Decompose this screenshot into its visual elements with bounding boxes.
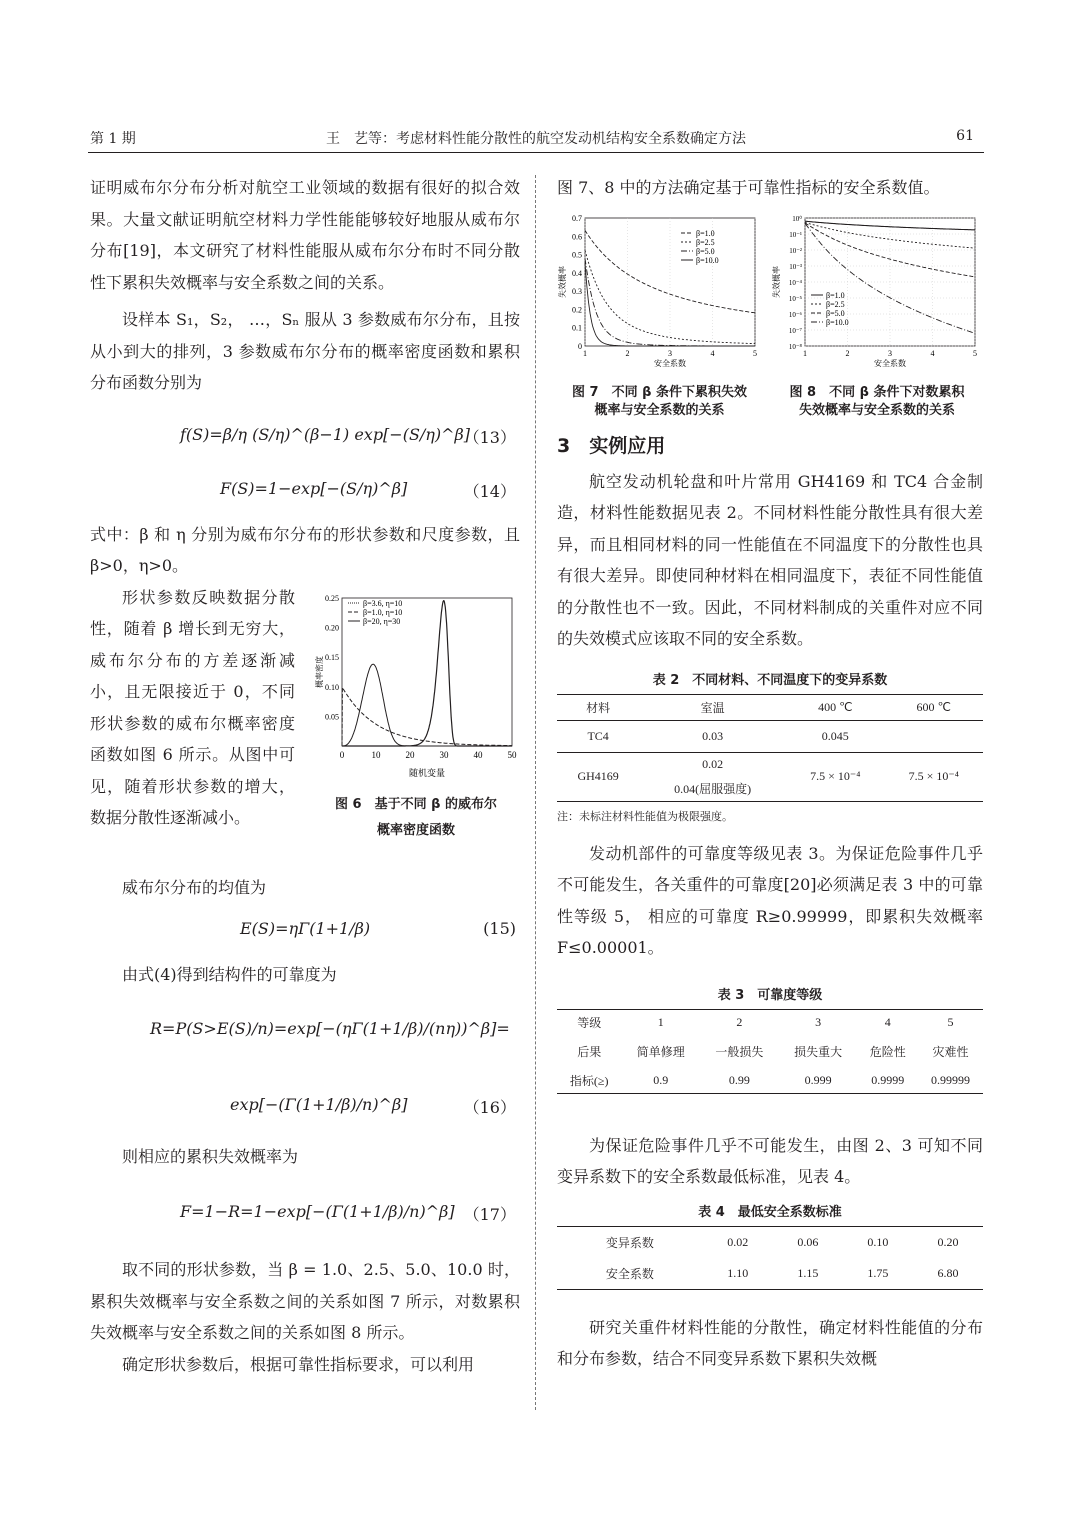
- equation-text: R=P(S>E(S)/n)=exp[−(ηΓ(1+1/β)/(nη))^β]=: [150, 1018, 510, 1038]
- y-tick-label: 0.15: [325, 652, 339, 662]
- y-tick-label: 0.2: [572, 304, 582, 314]
- figure-8-chart: [771, 210, 983, 380]
- y-tick-label: 0.1: [572, 323, 582, 333]
- table-2-note: 注：未标注材料性能值为极限强度。: [557, 809, 733, 823]
- x-axis-label: 安全系数: [874, 358, 906, 368]
- paragraph: 威布尔分布的均值为: [122, 877, 267, 897]
- y-tick-label: 0.10: [325, 682, 339, 692]
- legend-entry: β=20, η=30: [363, 616, 401, 626]
- table-cell: 0.9: [621, 1068, 700, 1094]
- legend-entry: β=3.6, η=10: [363, 598, 403, 608]
- table-cell: 0.99999: [918, 1068, 983, 1094]
- column-divider: [535, 175, 536, 1410]
- legend-entry: β=5.0: [696, 246, 715, 256]
- x-tick-label: 3: [668, 348, 672, 358]
- x-tick-label: 10: [371, 749, 381, 760]
- legend-entry: β=10.0: [826, 317, 849, 327]
- legend-entry: β=1.0: [696, 228, 715, 238]
- equation-text: E(S)=ηΓ(1+1/β): [240, 919, 371, 938]
- y-tick-label: 0.25: [325, 593, 339, 603]
- table-row: [557, 752, 983, 801]
- y-tick-label: 0: [578, 341, 582, 351]
- section-title: 3 实例应用: [557, 434, 666, 457]
- table-row: [557, 1009, 983, 1035]
- x-tick-label: 5: [753, 348, 757, 358]
- figure-8-caption: [771, 384, 983, 420]
- table-cell: TC4: [557, 720, 639, 752]
- figure-6-chart: [312, 590, 520, 790]
- table-cell: 0.03: [639, 720, 786, 752]
- table-header: 材料: [557, 694, 639, 720]
- series-line: [342, 687, 512, 746]
- x-tick-label: 40: [473, 749, 483, 760]
- equation-text: F=1−R=1−exp[−(Γ(1+1/β)/n)^β]: [180, 1202, 455, 1221]
- figure-6-caption: [312, 796, 520, 840]
- equation-number: （16）: [463, 1097, 516, 1117]
- equation-16b: [90, 1069, 520, 1141]
- x-tick-label: 20: [405, 749, 415, 760]
- running-title: 王 艺等：考虑材料性能分散性的航空发动机结构安全系数确定方法: [326, 131, 746, 147]
- figure-7: [557, 210, 762, 420]
- equation-text: F(S)=1−exp[−(S/η)^β]: [220, 478, 408, 498]
- header-rule: [88, 152, 984, 153]
- table-3-title: 表 3 可靠度等级: [717, 987, 823, 1003]
- table-cell: 0.02: [703, 1226, 773, 1258]
- table-cell: 0.99: [700, 1068, 779, 1094]
- legend-entry: β=10.0: [696, 255, 719, 265]
- table-2: [557, 694, 983, 802]
- table-cell: 指标(≥): [557, 1068, 621, 1094]
- table-cell: 1.10: [703, 1258, 773, 1290]
- x-tick-label: 1: [803, 348, 807, 358]
- caption-line: 概率与安全系数的关系: [594, 402, 725, 418]
- y-tick-label: 10⁻³: [789, 262, 802, 271]
- y-tick-label: 0.5: [572, 250, 582, 260]
- caption-line: 概率密度函数: [376, 822, 455, 838]
- legend-entry: β=1.0, η=10: [363, 607, 403, 617]
- figure-7-chart: [557, 210, 762, 380]
- table-row: [557, 720, 983, 752]
- legend-entry: β=1.0: [826, 290, 845, 300]
- x-axis-label: 随机变量: [408, 767, 446, 778]
- paragraph: 式中：β 和 η 分别为威布尔分布的形状参数和尺度参数，且 β>0，η>0。: [90, 524, 520, 575]
- issue-label: 第 1 期: [90, 131, 136, 147]
- table-row: [557, 1035, 983, 1068]
- y-tick-label: 10⁻⁸: [788, 342, 802, 351]
- right-column: [557, 172, 983, 1375]
- y-tick-label: 10⁻⁶: [788, 310, 802, 319]
- y-tick-label: 10⁻²: [789, 246, 802, 255]
- left-column: [90, 172, 520, 1380]
- caption-line: 图 8 不同 β 条件下对数累积: [789, 384, 965, 400]
- cell-line: 0.04(屈服强度): [674, 781, 752, 796]
- running-header: [82, 128, 990, 154]
- x-tick-label: 4: [710, 348, 715, 358]
- paragraph: 取不同的形状参数，当 β = 1.0、2.5、5.0、10.0 时，累积失效概率与安全系数之间的关系如图 7 所示，对数累积失效概率与安全系数之间的关系如图 8 所示。: [90, 1260, 520, 1342]
- paragraph: 研究关重件材料性能的分散性，确定材料性能值的分布和分布参数，结合不同变异系数下累积失效概: [557, 1317, 983, 1368]
- y-tick-label: 0.7: [572, 213, 582, 223]
- table-cell: 危险性: [869, 1044, 906, 1059]
- paragraph: 形状参数反映数据分散性，随着 β 增长到无穷大，威布尔分布的方差逐渐减小，且无限接近于 0，不同形状参数的威布尔概率密度函数如图 6 所示。从图中可见，随着形状参数的增大，数据分散性逐渐减小。: [90, 587, 295, 827]
- x-tick-label: 5: [973, 348, 977, 358]
- table-header: 室温: [639, 694, 786, 720]
- y-tick-label: 0.4: [572, 268, 582, 278]
- paragraph: 航空发动机轮盘和叶片常用 GH4169 和 TC4 合金制造，材料性能数据见表 2。不同材料性能分散性具有很大差异，而且相同材料的同一性能值在不同温度下的分散性也具有很大差异。即使同种材料在相同温度下，表征不同性能值的分散性也不一致。因此，不同材料制成的关重件对应不同的失效模式应该取不同的安全系数。: [557, 471, 983, 648]
- paragraph: 则相应的累积失效概率为: [122, 1146, 299, 1166]
- table-header: 400 ℃: [786, 694, 884, 720]
- table-cell: 灾难性: [932, 1044, 969, 1059]
- y-axis-label: 概率密度: [315, 655, 324, 688]
- table-row: [557, 1068, 983, 1094]
- table-cell: 3: [779, 1009, 858, 1035]
- table-cell: GH4169: [557, 752, 639, 801]
- table-cell: 1.15: [773, 1258, 843, 1290]
- table-cell: 变异系数: [557, 1226, 703, 1258]
- table-cell: [885, 720, 983, 752]
- x-tick-label: 3: [888, 348, 892, 358]
- page-number: 61: [956, 128, 974, 144]
- table-2-title: 表 2 不同材料、不同温度下的变异系数: [652, 672, 888, 688]
- table-4: [557, 1226, 983, 1290]
- figure-6: [312, 590, 520, 840]
- table-cell: 0.10: [843, 1226, 913, 1258]
- y-axis-label: 失效概率: [772, 265, 781, 298]
- paragraph: 证明威布尔分布分析对航空工业领域的数据有很好的拟合效果。大量文献证明航空材料力学性能能够较好地服从威布尔分布[19]，本文研究了材料性能服从威布尔分布时不同分散性下累积失效概率与安全系数之间的关系。: [90, 178, 520, 292]
- legend-entry: β=2.5: [696, 237, 715, 247]
- figure-7-caption: [557, 384, 762, 420]
- table-cell: 0.045: [786, 720, 884, 752]
- equation-text: f(S)=β/η (S/η)^(β−1) exp[−(S/η)^β]: [180, 424, 471, 444]
- table-header: 600 ℃: [885, 694, 983, 720]
- paragraph: 确定形状参数后，根据可靠性指标要求，可以利用: [122, 1354, 475, 1374]
- text-with-figure-6: [90, 582, 520, 872]
- paragraph: 发动机部件的可靠度等级见表 3。为保证危险事件几乎不可能发生，各关重件的可靠度[20]必须满足表 3 中的可靠性等级 5， 相应的可靠度 R≥0.99999，即累积失效概率 F≤0.00001。: [557, 843, 983, 957]
- table-cell: 1.75: [843, 1258, 913, 1290]
- table-cell: 4: [857, 1009, 918, 1035]
- table-cell: 等级: [557, 1009, 621, 1035]
- table-cell: 安全系数: [557, 1258, 703, 1290]
- y-tick-label: 0.05: [325, 711, 339, 721]
- equation-17: [90, 1172, 520, 1254]
- x-tick-label: 0: [339, 749, 345, 760]
- figure-8: [771, 210, 983, 420]
- equation-number: (15): [483, 919, 516, 938]
- caption-line: 图 7 不同 β 条件下累积失效: [572, 384, 747, 400]
- y-tick-label: 10⁰: [792, 214, 802, 223]
- table-cell: 5: [918, 1009, 983, 1035]
- legend-entry: β=2.5: [826, 299, 845, 309]
- y-tick-label: 0.20: [325, 623, 339, 633]
- equation-number: （17）: [463, 1205, 516, 1224]
- equation-14: [90, 467, 520, 519]
- table-cell: 后果: [577, 1044, 602, 1059]
- x-tick-label: 4: [930, 348, 935, 358]
- table-row: [557, 1226, 983, 1258]
- y-tick-label: 10⁻⁷: [788, 326, 802, 335]
- paragraph: 图 7、8 中的方法确定基于可靠性指标的安全系数值。: [557, 178, 940, 197]
- legend-entry: β=5.0: [826, 308, 845, 318]
- x-tick-label: 30: [439, 749, 449, 760]
- y-tick-label: 10⁻¹: [789, 230, 802, 239]
- equation-16a: [90, 991, 520, 1069]
- equation-number: （14）: [463, 481, 516, 501]
- paragraph: 由式(4)得到结构件的可靠度为: [122, 965, 337, 984]
- table-row: [557, 1258, 983, 1290]
- caption-line: 图 6 基于不同 β 的威布尔: [335, 796, 497, 812]
- caption-line: 失效概率与安全系数的关系: [798, 402, 955, 418]
- y-tick-label: 10⁻⁴: [788, 278, 802, 287]
- x-tick-label: 2: [625, 348, 630, 358]
- series-line: [805, 221, 975, 230]
- table-cell: 7.5 × 10⁻⁴: [885, 752, 983, 801]
- x-tick-label: 2: [845, 348, 850, 358]
- x-tick-label: 1: [583, 348, 587, 358]
- table-cell: 0.9999: [857, 1068, 918, 1094]
- x-tick-label: 50: [507, 749, 517, 760]
- paragraph: 为保证危险事件几乎不可能发生，由图 2、3 可知不同变异系数下的安全系数最低标准，见表 4。: [557, 1135, 983, 1186]
- table-4-title: 表 4 最低安全系数标准: [698, 1204, 842, 1220]
- table-cell: 简单修理: [636, 1044, 685, 1059]
- equation-number: （13）: [463, 427, 516, 447]
- y-tick-label: 0.3: [572, 286, 582, 296]
- cell-line: 0.02: [702, 756, 724, 771]
- table-cell: 1: [621, 1009, 700, 1035]
- equation-13: [90, 405, 520, 467]
- y-tick-label: 0.6: [572, 231, 582, 241]
- y-axis-label: 失效概率: [558, 265, 567, 298]
- figures-7-8: [557, 210, 983, 425]
- paragraph: 设样本 S₁，S₂， …，Sₙ 服从 3 参数威布尔分布，且按从小到大的排列，3 参数威布尔分布的概率密度函数和累积分布函数分别为: [90, 310, 520, 392]
- table-cell: 7.5 × 10⁻⁴: [786, 752, 884, 801]
- table-cell: 2: [700, 1009, 779, 1035]
- x-axis-label: 安全系数: [654, 358, 686, 368]
- table-cell: [639, 752, 786, 801]
- table-cell: 0.999: [779, 1068, 858, 1094]
- table-cell: 0.06: [773, 1226, 843, 1258]
- y-tick-label: 10⁻⁵: [788, 294, 802, 303]
- table-cell: 一般损失: [715, 1044, 764, 1059]
- table-3: [557, 1009, 983, 1094]
- table-cell: 损失重大: [794, 1044, 843, 1059]
- equation-15: [90, 903, 520, 959]
- equation-text: exp[−(Γ(1+1/β)/n)^β]: [230, 1094, 408, 1114]
- table-cell: 0.20: [913, 1226, 983, 1258]
- table-cell: 6.80: [913, 1258, 983, 1290]
